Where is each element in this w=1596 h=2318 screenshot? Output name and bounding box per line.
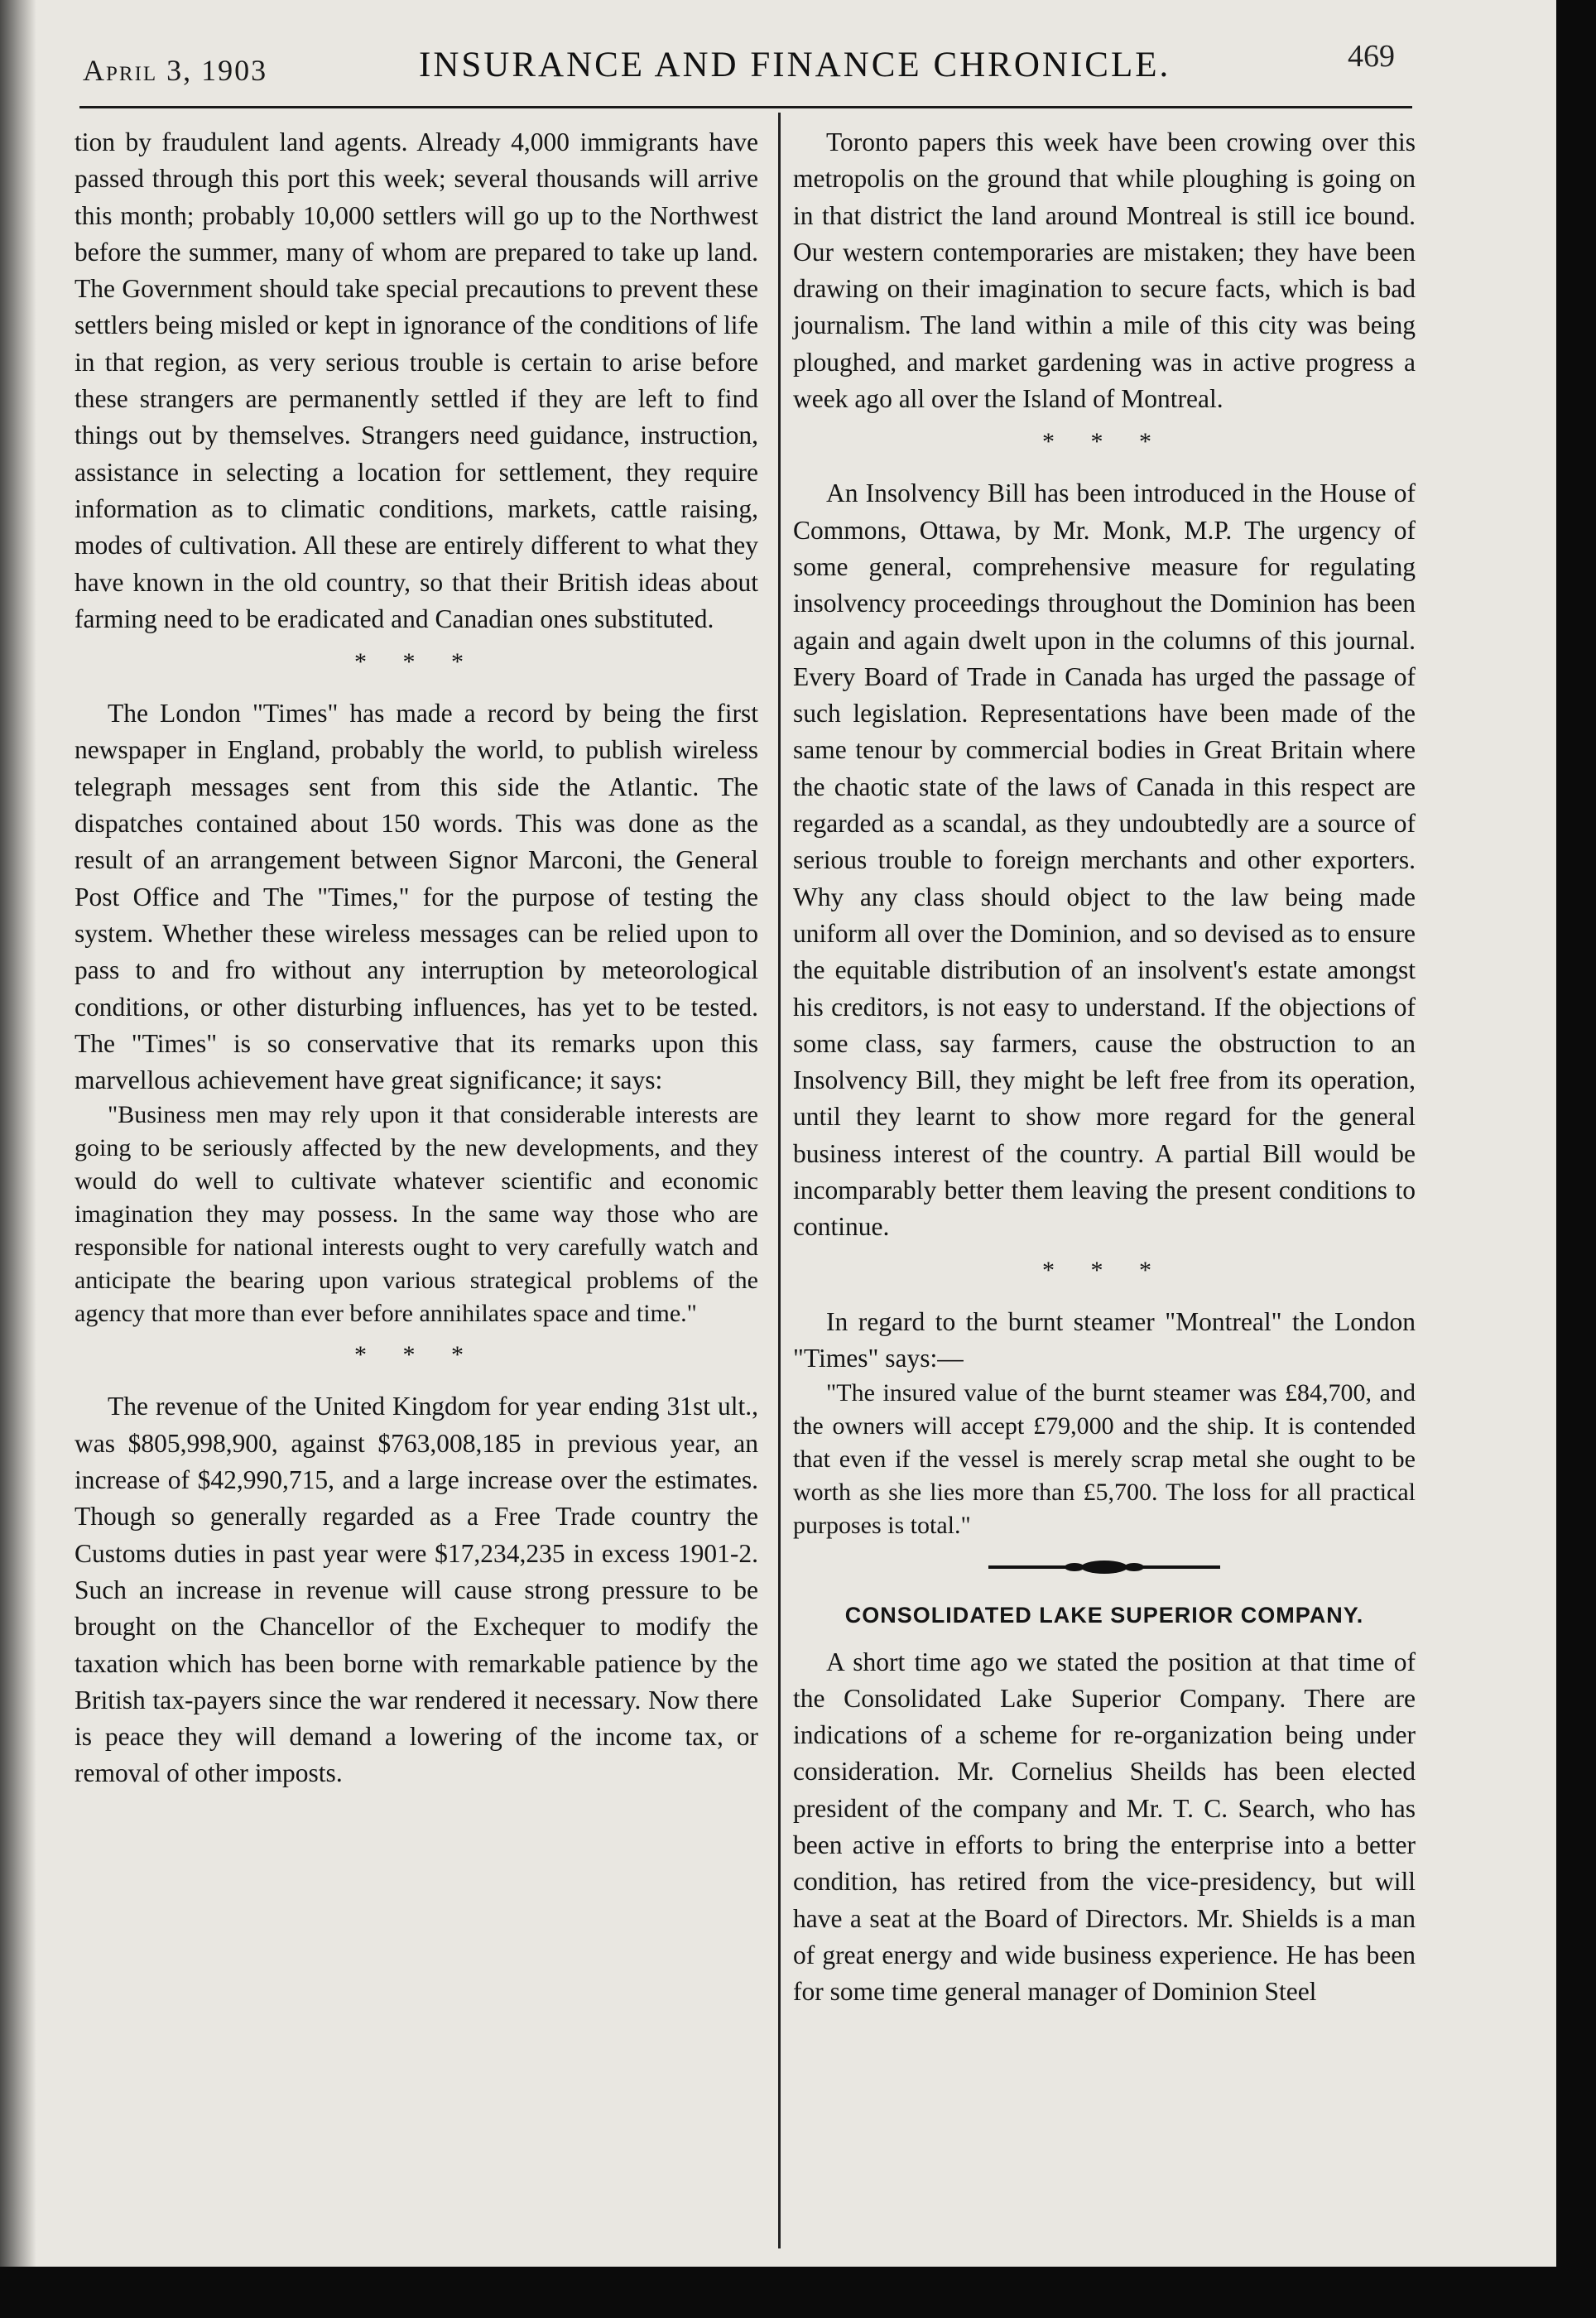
section-separator: * * * [1042, 428, 1166, 456]
article-uk-revenue: The revenue of the United Kingdom for year ending 31st ult., was $805,998,900, against $763,008,185 in previous year, an increase of $42,990,715, and a large increase over the estimates. Though so generally regarded as a Free Trade country the Customs duties in past year were $17,234,235 in excess 1901-2. Such an increase in revenue will cause strong pressure to be brought on the Chancellor of the Exchequer to modify the taxation which has been borne with remarkable patience by the British tax-payers since the war rendered it necessary. Now there is peace they will demand a lowering of the income tax, or removal of other imposts. [75, 1392, 758, 1788]
scan-border-bottom [0, 2267, 1596, 2318]
section-separator: * * * [1042, 1256, 1166, 1284]
steamer-quotation: "The insured value of the burnt steamer was £84,700, and the owners will accept £79,000 and the ship. It is contended that even if the vessel is merely scrap metal she ought to be worth as she lies more than £5,700. The loss for all practical purposes is total." [793, 1379, 1416, 1540]
right-column [793, 124, 1416, 2010]
article-insolvency-bill: An Insolvency Bill has been introduced in the House of Commons, Ottawa, by Mr. Monk, M.P. The urgency of some general, comprehensive measure for regulating insolvency proceedings throughout the Dominion has been again and again dwelt upon in the columns of this journal. Every Board of Trade in Canada has urged the passage of such legislation. Representations have been made of the same tenour by commercial bodies in Great Britain where the chaotic state of the laws of Canada in this respect are regarded as a scandal, as they undoubtedly are a source of serious trouble to foreign merchants and other exporters. Why any class should object to the law being made uniform all over the Dominion, and so devised as to ensure the equitable distribution of an insolvent's estate amongst his creditors, is not easy to understand. If the objections of some class, say farmers, cause the obstruction to an Insolvency Bill, they might be left free from its operation, until they learnt to show more regard for the general business interest of the country. A partial Bill would be incomparably better them leaving the present conditions to continue. [793, 479, 1416, 1242]
section-separator: * * * [354, 648, 478, 676]
column-divider [778, 113, 781, 2248]
publication-title: INSURANCE AND FINANCE CHRONICLE. [419, 46, 1171, 84]
article-immigration-continued: tion by fraudulent land agents. Already 4,000 immigrants have passed through this port this week; several thousands will arrive this month; probably 10,000 settlers will go up to the Northwest before the summer, many of whom are prepared to take up land. The Government should take special precautions to prevent these settlers being misled or kept in ignorance of the conditions of life in that region, as very serious trouble is certain to arise before these strangers are permanently settled if they are left to find things out by themselves. Strangers need guidance, instruction, assistance in selecting a location for settlement, they require information as to climatic conditions, markets, cattle raising, modes of cultivation. All these are entirely different to what they have known in the old country, so that their British ideas about farming need to be eradicated and Canadian ones substituted. [75, 127, 758, 633]
section-heading: CONSOLIDATED LAKE SUPERIOR COMPANY. [844, 1603, 1364, 1628]
page-header [83, 38, 1407, 104]
scan-border-right [1556, 0, 1596, 2318]
header-rule [79, 106, 1412, 108]
flourish-ornament [988, 1559, 1220, 1575]
article-lake-superior: A short time ago we stated the position at that time of the Consolidated Lake Superior Company. There are indications of a scheme for re-organization being under consideration. Mr. Cornelius Sheilds has been elected president of the company and Mr. T. C. Search, who has been active in efforts to bring the enterprise into a better condition, has retired from the vice-presidency, but will have a seat at the Board of Directors. Mr. Shields is a man of great energy and wide business experience. He has been for some time general manager of Dominion Steel [793, 1647, 1416, 2007]
ornamental-divider [793, 1559, 1416, 1575]
article-burnt-steamer: In regard to the burnt steamer "Montreal" the London "Times" says:— [793, 1306, 1416, 1373]
page-number: 469 [1348, 39, 1395, 74]
left-column [75, 124, 758, 1792]
article-toronto-papers: Toronto papers this week have been crowing over this metropolis on the ground that while ploughing is going on in that district the land around Montreal is still ice bound. Our western contemporaries are mistaken; they have been drawing on their imagination to secure facts, which is bad journalism. The land within a mile of this city was being ploughed, and market gardening was in active progress a week ago all over the Island of Montreal. [793, 127, 1416, 414]
binding-shadow [0, 0, 36, 2267]
section-separator: * * * [354, 1341, 478, 1369]
header-date: April 3, 1903 [83, 54, 268, 87]
times-quotation: "Business men may rely upon it that considerable interests are going to be seriously affected by the new developments, and they would do well to cultivate whatever scientific and economic imagination they may possess. In the same way those who are responsible for national interests ought to very carefully watch and anticipate the bearing upon various strategical problems of the agency that more than ever before annihilates space and time." [75, 1101, 758, 1328]
article-wireless-telegraph: The London "Times" has made a record by being the first newspaper in England, probably the world, to publish wireless telegraph messages sent from this side the Atlantic. The dispatches contained about 150 words. This was done as the result of an arrangement between Signor Marconi, the General Post Office and The "Times," for the purpose of testing the system. Whether these wireless messages can be relied upon to pass to and fro without any interruption by meteorological conditions, or other disturbing influences, has yet to be tested. The "Times" is so conservative that its remarks upon this marvellous achievement have great significance; it says: [75, 699, 758, 1095]
